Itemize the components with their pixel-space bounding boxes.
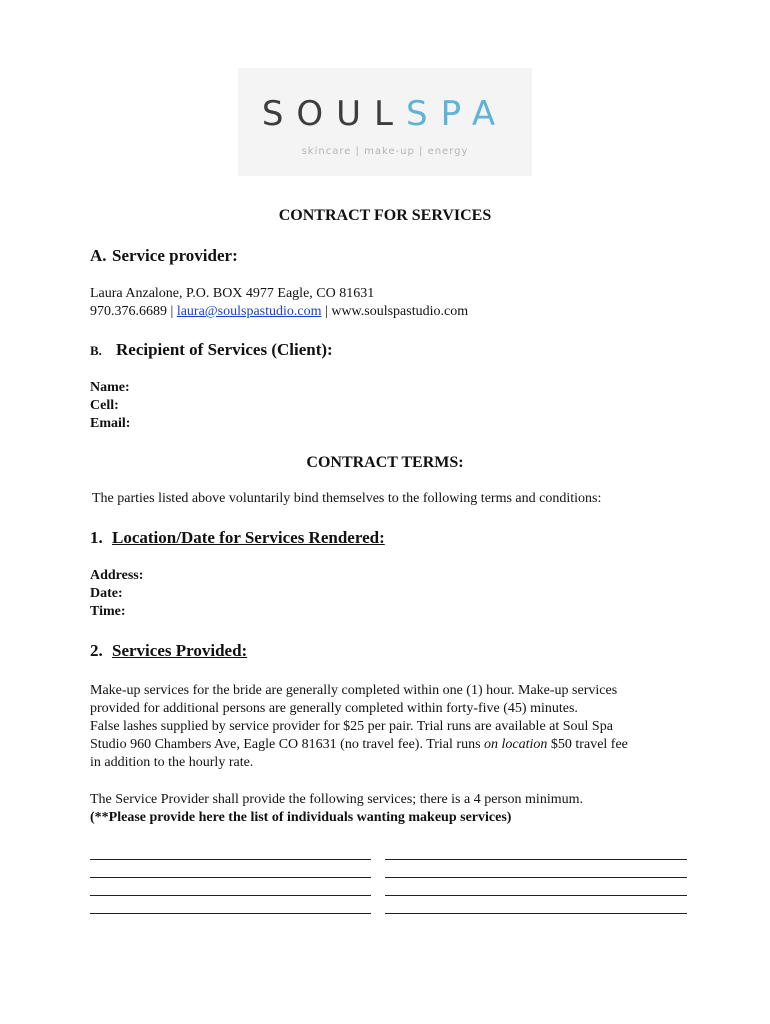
section-b-letter: B. [90, 343, 102, 358]
section-b-title: Recipient of Services (Client): [116, 340, 333, 359]
section-a-heading [90, 246, 238, 266]
provider-contact-line [90, 303, 468, 321]
list-line-right-3[interactable] [385, 895, 687, 896]
section-b-heading [90, 340, 333, 360]
provider-website: www.soulspastudio.com [331, 304, 469, 319]
list-line-right-2[interactable] [385, 877, 687, 878]
services-line-2: provided for additional persons are generally completed within forty-five (45) minutes. [90, 701, 578, 716]
terms-intro: The parties listed above voluntarily bind themselves to the following terms and conditions: [92, 491, 602, 506]
logo-soul-text: SOUL [261, 94, 406, 134]
list-line-left-4[interactable] [90, 913, 371, 914]
section-1-heading [90, 528, 385, 548]
provider-address: Laura Anzalone, P.O. BOX 4977 Eagle, CO 81631 [90, 286, 375, 301]
services-line-5: in addition to the hourly rate. [90, 755, 254, 770]
services-line-4-start: Studio 960 Chambers Ave, Eagle CO 81631 (no travel fee). Trial runs [90, 737, 485, 752]
logo-wordmark [238, 94, 532, 134]
logo-tagline: skincare | make-up | energy [301, 146, 469, 157]
section-2-title: Services Provided: [112, 641, 248, 660]
section-1-title: Location/Date for Services Rendered: [112, 528, 385, 547]
separator: | [170, 304, 174, 319]
services-list-instruction: (**Please provide here the list of individuals wanting makeup services) [90, 810, 512, 825]
section-2-number: 2. [90, 641, 103, 660]
separator: | [325, 304, 328, 319]
section-1-number: 1. [90, 528, 103, 547]
client-cell-label: Cell: [90, 398, 119, 413]
client-name-label: Name: [90, 380, 130, 395]
section-a-title: Service provider: [112, 246, 238, 265]
section-2-heading [90, 641, 247, 661]
location-time-label: Time: [90, 604, 126, 619]
list-line-left-3[interactable] [90, 895, 371, 896]
services-line-4-end: $50 travel fee [547, 737, 628, 752]
services-line-1: Make-up services for the bride are generally completed within one (1) hour. Make-up services [90, 683, 618, 698]
client-email-label: Email: [90, 416, 131, 431]
services-minimum-note: The Service Provider shall provide the following services; there is a 4 person minimum. [90, 792, 583, 807]
soul-spa-logo [238, 68, 532, 176]
location-address-label: Address: [90, 568, 144, 583]
contract-terms-title: CONTRACT TERMS: [306, 454, 464, 471]
list-line-left-1[interactable] [90, 859, 371, 860]
provider-phone: 970.376.6689 [90, 304, 167, 319]
services-line-3: False lashes supplied by service provider for $25 per pair. Trial runs are available at Soul Spa [90, 719, 613, 734]
list-line-right-4[interactable] [385, 913, 687, 914]
on-location-italic: on location [484, 737, 548, 752]
contract-title: CONTRACT FOR SERVICES [278, 207, 492, 224]
section-a-letter: A. [90, 246, 107, 265]
list-line-left-2[interactable] [90, 877, 371, 878]
provider-email-link[interactable]: laura@soulspastudio.com [176, 304, 322, 319]
services-line-4 [90, 736, 628, 754]
list-line-right-1[interactable] [385, 859, 687, 860]
location-date-label: Date: [90, 586, 123, 601]
logo-spa-text: SPA [406, 94, 509, 134]
